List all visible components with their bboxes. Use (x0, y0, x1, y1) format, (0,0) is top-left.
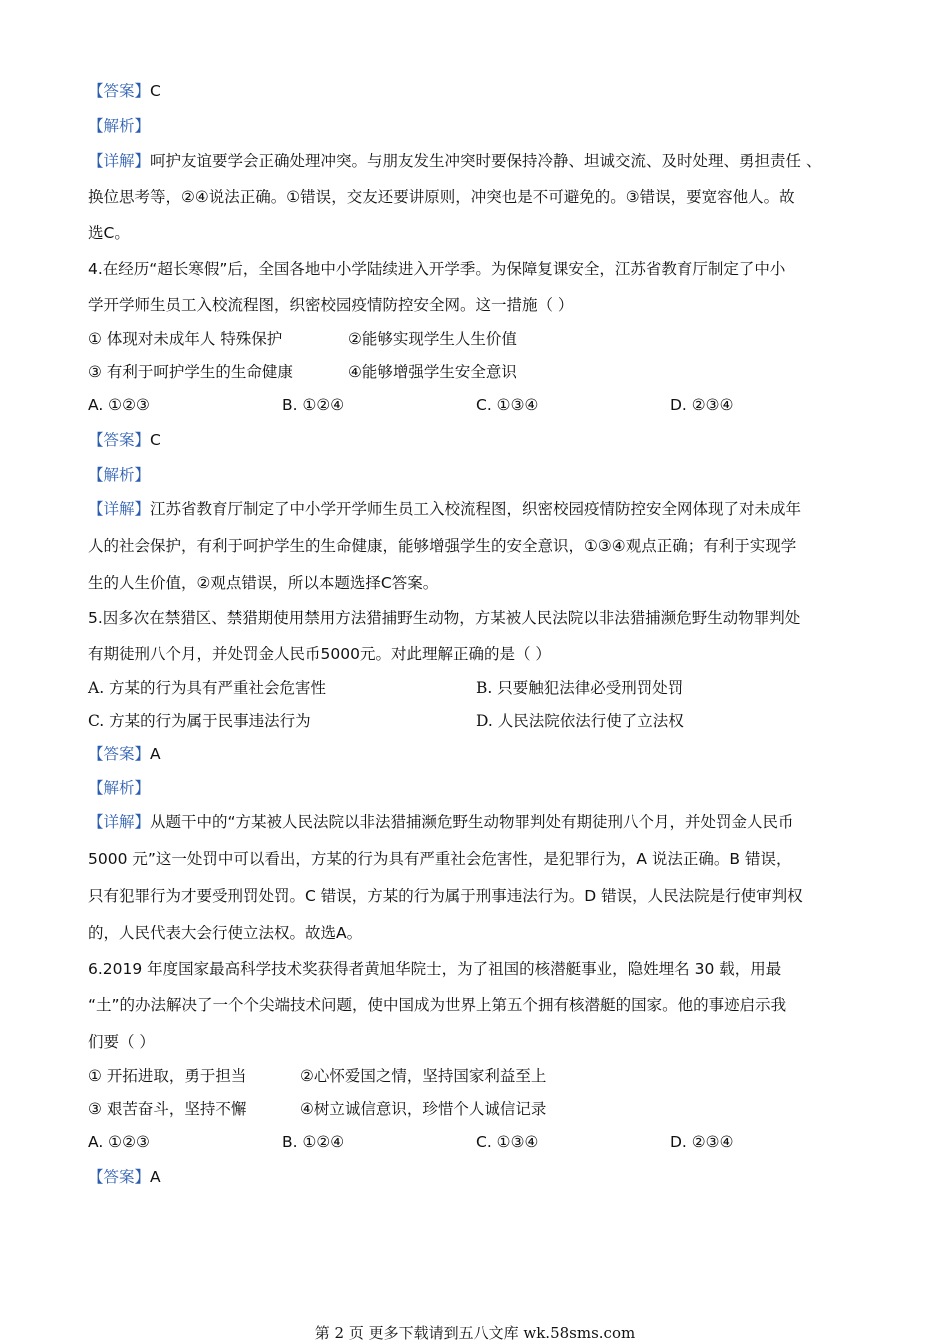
option-b: B. ①②④ (282, 1133, 345, 1151)
answer-value: C (150, 431, 161, 449)
option-a: A. 方某的行为具有严重社会危害性 (88, 679, 327, 697)
option-a: A. ①②③ (88, 396, 150, 414)
detail-tag: 【详解】 (88, 500, 151, 518)
statement: ③ 艰苦奋斗，坚持不懈 (88, 1100, 247, 1118)
detail-line: 【详解】江苏省教育厅制定了中小学开学师生员工入校流程图，织密校园疫情防控安全网体现了对未成年 (88, 500, 802, 518)
question-stem: 6.2019 年度国家最高科学技术奖获得者黄旭华院士，为了祖国的核潜艇事业，隐姓埋名 30 载，用最 (88, 960, 782, 978)
answer-tag: 【答案】 (88, 1168, 151, 1186)
question-stem: 4.在经历“超长寒假”后，全国各地中小学陆续进入开学季。为保障复课安全，江苏省教育厅制定了中小 (88, 260, 786, 278)
option-d: D. ②③④ (670, 1133, 734, 1151)
option-d: D. 人民法院依法行使了立法权 (476, 712, 684, 730)
statement: ① 开拓进取，勇于担当 (88, 1067, 247, 1085)
answer-line (88, 743, 161, 765)
answer-value: A (150, 745, 161, 763)
detail-line: 人的社会保护，有利于呵护学生的生命健康，能够增强学生的安全意识，①③④观点正确；有利于实现学 (88, 537, 797, 555)
option-c: C. ①③④ (476, 1133, 539, 1151)
detail-line: 换位思考等，②④说法正确。①错误，交友还要讲原则，冲突也是不可避免的。③错误，要宽容他人。故 (88, 188, 795, 206)
question-stem: “土”的办法解决了一个个尖端技术问题，使中国成为世界上第五个拥有核潜艇的国家。他的事迹启示我 (88, 996, 787, 1014)
detail-line: 【详解】呵护友谊要学会正确处理冲突。与朋友发生冲突时要保持冷静、坦诚交流、及时处理、勇担责任 、 (88, 152, 822, 170)
statement: ③ 有利于呵护学生的生命健康 (88, 363, 293, 381)
analysis-tag: 【解析】 (88, 466, 151, 484)
detail-line: 生的人生价值，②观点错误，所以本题选择C答案。 (88, 574, 439, 592)
option-b: B. ①②④ (282, 396, 345, 414)
option-a: A. ①②③ (88, 1133, 150, 1151)
statement: ②能够实现学生人生价值 (348, 330, 517, 348)
statement: ②心怀爱国之情，坚持国家利益至上 (300, 1067, 547, 1085)
detail-line: 【详解】从题干中的“方某被人民法院以非法猎捕濒危野生动物罪判处有期徒刑八个月，并处罚金人民币 (88, 813, 794, 831)
answer-line (88, 429, 161, 451)
option-b: B. 只要触犯法律必受刑罚处罚 (476, 679, 684, 697)
statement: ④能够增强学生安全意识 (348, 363, 517, 381)
question-stem: 们要（ ） (88, 1033, 155, 1051)
page-footer: 第 2 页 更多下载请到五八文库 wk.58sms.com (314, 1324, 636, 1342)
detail-line: 选C。 (88, 224, 130, 242)
detail-tag: 【详解】 (88, 152, 151, 170)
answer-tag: 【答案】 (88, 431, 151, 449)
analysis-tag: 【解析】 (88, 779, 151, 797)
statement: ① 体现对未成年人 特殊保护 (88, 330, 283, 348)
question-stem: 5.因多次在禁猎区、禁猎期使用禁用方法猎捕野生动物，方某被人民法院以非法猎捕濒危野生动物罪判处 (88, 609, 801, 627)
option-c: C. ①③④ (476, 396, 539, 414)
answer-line (88, 80, 161, 102)
answer-value: C (150, 82, 161, 100)
question-stem: 有期徒刑八个月，并处罚金人民币5000元。对此理解正确的是（ ） (88, 645, 551, 663)
option-d: D. ②③④ (670, 396, 734, 414)
detail-tag: 【详解】 (88, 813, 151, 831)
statement: ④树立诚信意识，珍惜个人诚信记录 (300, 1100, 547, 1118)
detail-line: 的，人民代表大会行使立法权。故选A。 (88, 924, 363, 942)
answer-line (88, 1166, 161, 1188)
answer-tag: 【答案】 (88, 745, 151, 763)
analysis-tag: 【解析】 (88, 117, 151, 135)
answer-value: A (150, 1168, 161, 1186)
detail-line: 5000 元”这一处罚中可以看出，方某的行为具有严重社会危害性，是犯罪行为，A 说法正确。B 错误， (88, 850, 792, 868)
answer-tag: 【答案】 (88, 82, 151, 100)
option-c: C. 方某的行为属于民事违法行为 (88, 712, 311, 730)
detail-line: 只有犯罪行为才要受刑罚处罚。C 错误，方某的行为属于刑事违法行为。D 错误，人民法院是行使审判权 (88, 887, 803, 905)
question-stem: 学开学师生员工入校流程图，织密校园疫情防控安全网。这一措施（ ） (88, 296, 574, 314)
